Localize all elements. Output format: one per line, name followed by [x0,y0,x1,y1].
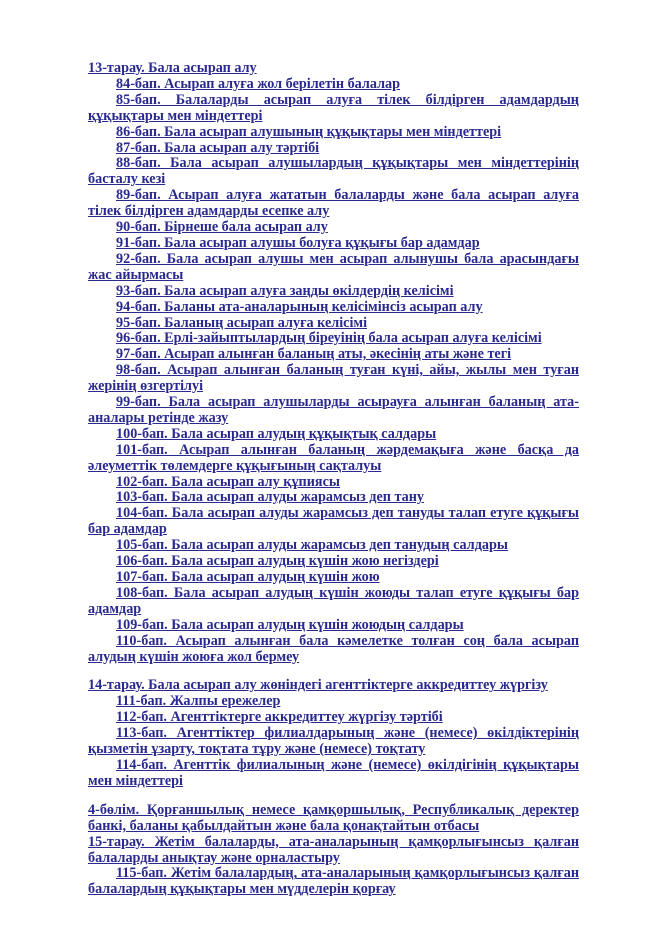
toc-link[interactable]: 92-бап. Бала асырап алушы мен асырап алынушы бала арасындағы жас айырмасы [88,250,579,283]
toc-link[interactable]: 108-бап. Бала асырап алудың күшін жоюды талап етуге құқығы бар адамдар [88,584,579,617]
table-of-contents [88,61,579,898]
toc-link[interactable]: 13-тарау. Бала асырап алу [88,60,257,76]
toc-link[interactable]: 106-бап. Бала асырап алудың күшін жою негіздері [116,553,439,570]
toc-link[interactable]: 110-бап. Асырап алынған бала кәмелетке толған соң бала асырап алудың күшін жоюға жол бермеу [88,632,579,665]
toc-entry-article [88,252,579,284]
toc-link[interactable]: 14-тарау. Бала асырап алу жөніндегі агенттіктерге аккредиттеу жүргізу [88,677,548,694]
toc-entry-article [88,77,579,93]
toc-entry-article [88,300,579,316]
toc-link[interactable]: 91-бап. Бала асырап алушы болуға құқығы бар адамдар [116,234,480,251]
toc-link[interactable]: 86-бап. Бала асырап алушының құқықтары мен міндеттері [116,123,502,140]
toc-link[interactable]: 96-бап. Ерлі-зайыптылардың біреуінің бала асырап алуға келісімі [116,330,542,347]
toc-entry-article [88,586,579,618]
toc-entry-article [88,570,579,586]
toc-entry-article [88,866,579,898]
toc-entry-article [88,443,579,475]
toc-entry-article [88,220,579,236]
toc-entry-article [88,125,579,141]
toc-entry-article [88,395,579,427]
toc-entry-article [88,554,579,570]
toc-entry-article [88,427,579,443]
toc-entry-article [88,694,579,710]
toc-link[interactable]: 99-бап. Бала асырап алушыларды асырауға алынған баланың ата-аналары ретінде жазу [88,394,579,426]
toc-link[interactable]: 94-бап. Баланы ата-аналарының келісімінсіз асырап алу [116,298,483,315]
toc-entry-article [88,93,579,125]
toc-link[interactable]: 87-бап. Бала асырап алу тәртібі [116,139,320,156]
toc-entry-article [88,316,579,332]
toc-link[interactable]: 88-бап. Бала асырап алушылардың құқықтары мен міндеттерінің басталу кезі [88,155,579,188]
toc-link[interactable]: 112-бап. Агенттіктерге аккредиттеу жүргізу тәртібі [116,709,443,726]
toc-link[interactable]: 101-бап. Асырап алынған баланың жәрдемақыға және басқа да әлеуметтік төлемдерге құқығының сақталуы [88,441,579,474]
toc-link[interactable]: 100-бап. Бала асырап алудың құқықтық салдары [116,425,437,442]
toc-entry-article [88,363,579,395]
toc-link[interactable]: 105-бап. Бала асырап алуды жарамсыз деп танудың салдары [116,537,508,554]
toc-entry-article [88,141,579,157]
toc-link[interactable]: 115-бап. Жетім балалардың, ата-аналарының қамқорлығынсыз қалған балалардың құқықтары мен мүдделерін қорғау [88,865,579,898]
toc-entry-article [88,710,579,726]
toc-link[interactable]: 114-бап. Агенттік филиалының және (немесе) өкілдігінің құқықтары мен міндеттері [88,756,579,789]
toc-entry-part [88,803,579,835]
toc-link[interactable]: 85-бап. Балаларды асырап алуға тілек білдірген адамдардың құқықтары мен міндеттері [88,91,579,124]
toc-link[interactable]: 98-бап. Асырап алынған баланың туған күні, айы, жылы мен туған жерінің өзгертілуі [88,362,579,395]
toc-entry-article [88,758,579,790]
toc-entry-article [88,236,579,252]
toc-link[interactable]: 89-бап. Асырап алуға жататын балаларды және бала асырап алуға тілек білдірген адамдарды есепке алу [88,187,579,220]
toc-entry-article [88,506,579,538]
toc-link[interactable]: 107-бап. Бала асырап алудың күшін жою [116,569,380,585]
toc-link[interactable]: 103-бап. Бала асырап алуды жарамсыз деп тану [116,489,424,506]
toc-entry-article [88,188,579,220]
toc-entry-chapter [88,61,579,77]
toc-entry-article [88,634,579,666]
toc-entry-chapter [88,835,579,867]
toc-entry-article [88,156,579,188]
toc-link[interactable]: 104-бап. Бала асырап алуды жарамсыз деп тануды талап етуге құқығы бар адамдар [88,505,579,538]
toc-entry-article [88,618,579,634]
toc-link[interactable]: 15-тарау. Жетім балаларды, ата-аналарының қамқорлығынсыз қалған балаларды анықтау және орналастыру [88,833,579,866]
toc-link[interactable]: 4-бөлім. Қорғаншылық немесе қамқоршылық, Республикалық деректер банкі, баланы қабылдайтын және бала қонақтайтын отбасы [88,801,579,834]
toc-entry-chapter [88,678,579,694]
toc-link[interactable]: 95-бап. Баланың асырап алуға келісімі [116,314,368,331]
toc-link[interactable]: 113-бап. Агенттіктер филиалдарының және (немесе) өкілдіктерінің қызметін ұзарту, тоқтата тұру және (немесе) тоқтату [88,725,579,758]
toc-entry-article [88,490,579,506]
toc-entry-article [88,475,579,491]
toc-link[interactable]: 111-бап. Жалпы ережелер [116,693,281,710]
toc-link[interactable]: 90-бап. Бірнеше бала асырап алу [116,219,328,236]
toc-link[interactable]: 102-бап. Бала асырап алу құпиясы [116,473,340,490]
toc-entry-article [88,284,579,300]
toc-link[interactable]: 84-бап. Асырап алуға жол берілетін балалар [116,75,401,92]
toc-link[interactable]: 97-бап. Асырап алынған баланың аты, әкесінің аты және тегі [116,346,512,363]
toc-entry-article [88,726,579,758]
toc-entry-article [88,331,579,347]
toc-link[interactable]: 93-бап. Бала асырап алуға заңды өкілдердің келісімі [116,282,454,299]
toc-entry-article [88,347,579,363]
toc-link[interactable]: 109-бап. Бала асырап алудың күшін жоюдың салдары [116,616,464,633]
toc-entry-article [88,538,579,554]
